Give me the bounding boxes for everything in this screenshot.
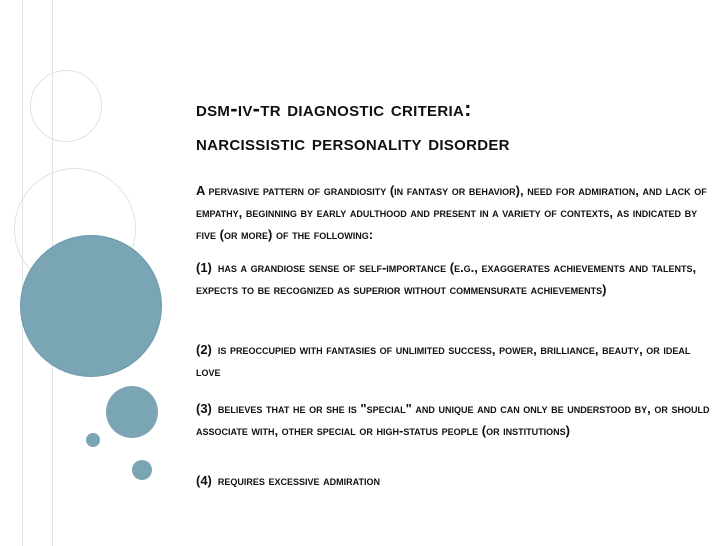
criterion-number: (3) [196, 401, 212, 416]
decorative-line [22, 0, 23, 546]
slide-title [196, 92, 706, 160]
criterion-text: requires excessive admiration [217, 473, 380, 488]
decorative-circle-medium [106, 386, 158, 438]
criterion-1 [196, 257, 712, 301]
criterion-4 [196, 470, 712, 492]
criterion-number: (2) [196, 342, 212, 357]
criterion-number: (4) [196, 473, 212, 488]
decorative-circle-dot [86, 433, 100, 447]
decorative-circle-small [132, 460, 152, 480]
title-line-1: dsm-iv-tr diagnostic criteria: [196, 96, 472, 121]
decorative-circle-outline [30, 70, 102, 142]
criterion-3 [196, 398, 712, 442]
title-line-2: narcissistic personality disorder [196, 130, 510, 155]
criterion-text: has a grandiose sense of self-importance (e.g., exaggerates achievements and talents, expects to be recognized as superior without commensurate achievements) [196, 260, 697, 297]
criterion-number: (1) [196, 260, 212, 275]
criterion-text: believes that he or she is "special" and unique and can only be understood by, or should associate with, other special or high-status people (or institutions) [196, 401, 710, 438]
intro-paragraph: A pervasive pattern of grandiosity (in fantasy or behavior), need for admiration, and lack of empathy, beginning by early adulthood and present in a variety of contexts, as indicated by five (or more) of the following: [196, 183, 707, 242]
criterion-2 [196, 339, 712, 383]
criterion-text: is preoccupied with fantasies of unlimited success, power, brilliance, beauty, or ideal love [196, 342, 691, 379]
decorative-circle-large [20, 235, 162, 377]
